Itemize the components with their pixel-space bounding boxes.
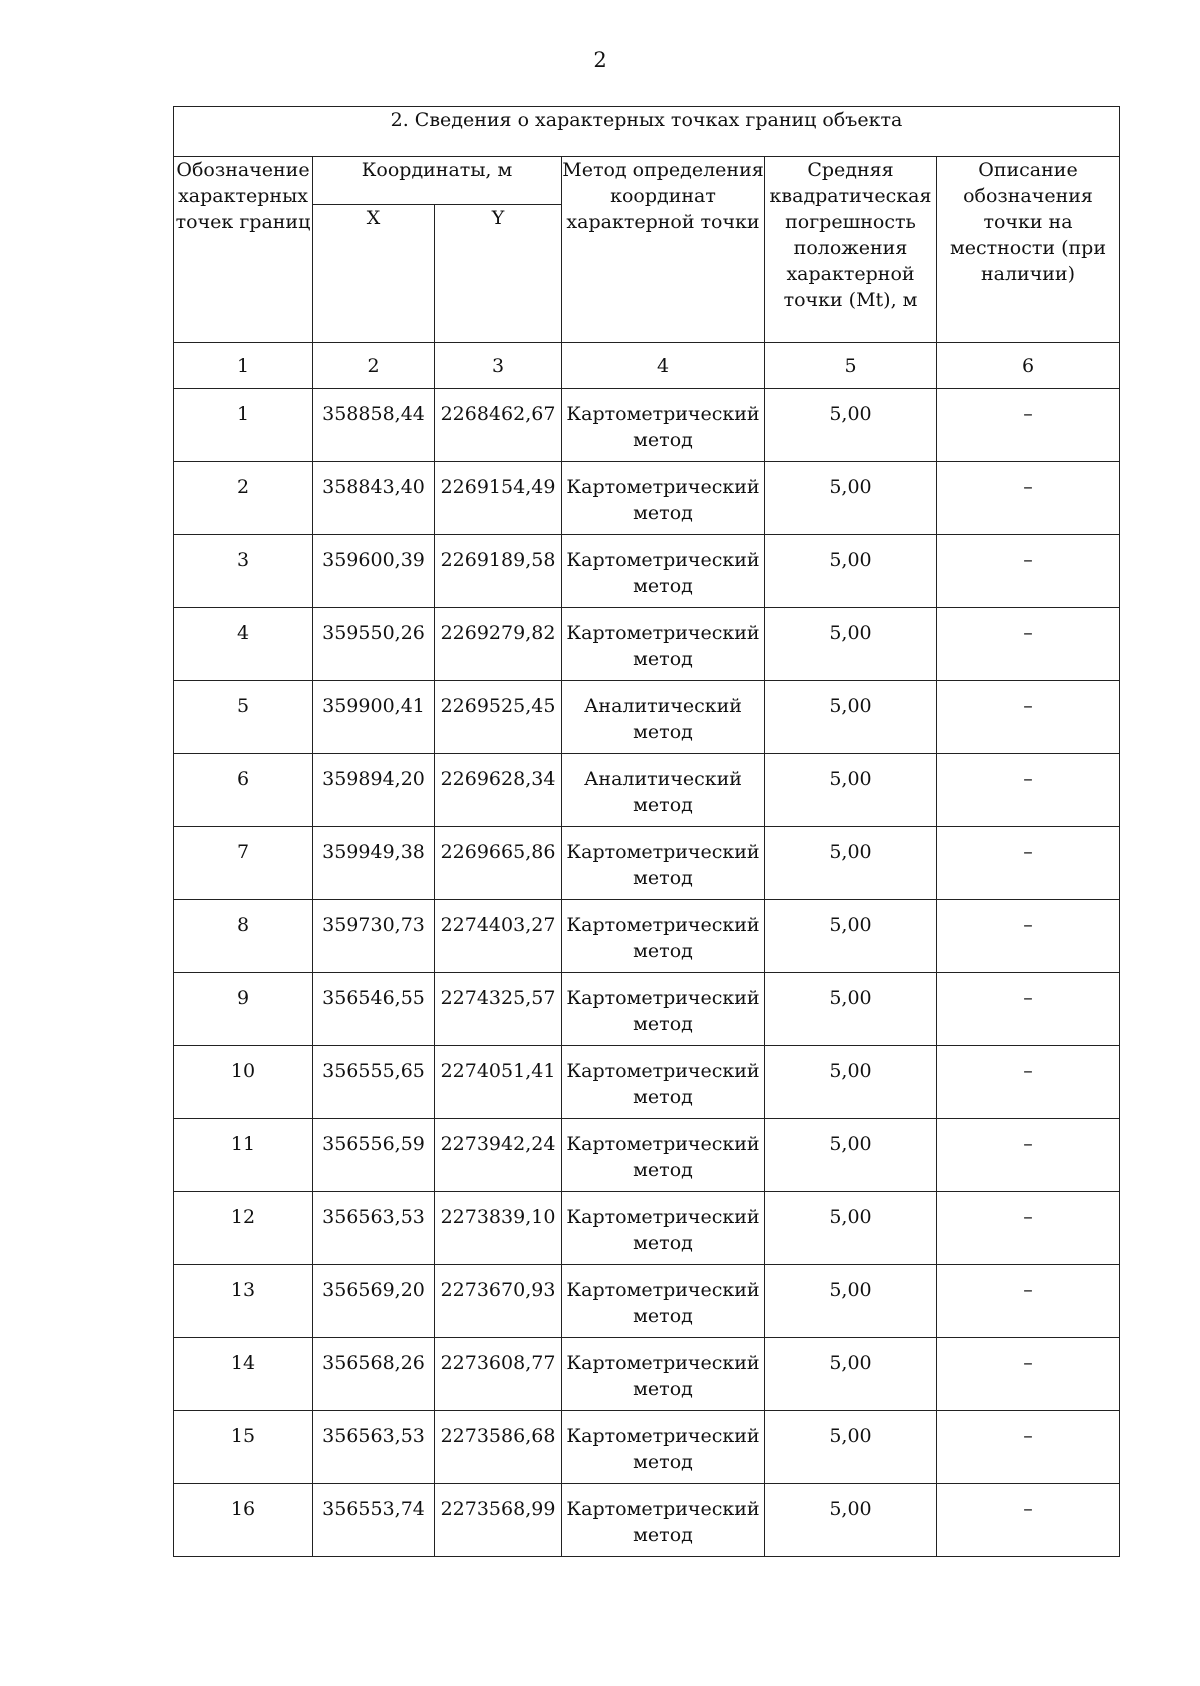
method-line-2: метод [633, 721, 693, 743]
method-cell [562, 1484, 765, 1557]
method-cell [562, 1119, 765, 1192]
mean-square-error: 5,00 [765, 900, 937, 973]
method-line-1: Картометрический [566, 1425, 760, 1447]
method-line-2: метод [633, 502, 693, 524]
method-cell [562, 535, 765, 608]
coordinate-x: 356569,20 [313, 1265, 435, 1338]
table-row [174, 462, 1120, 535]
coordinate-y: 2273670,93 [435, 1265, 562, 1338]
method-line-2: метод [633, 1159, 693, 1181]
method-line-2: метод [633, 648, 693, 670]
method-cell [562, 973, 765, 1046]
coordinate-x: 359730,73 [313, 900, 435, 973]
mean-square-error: 5,00 [765, 973, 937, 1046]
coordinate-x: 359894,20 [313, 754, 435, 827]
point-number: 10 [174, 1046, 313, 1119]
coordinate-x: 359600,39 [313, 535, 435, 608]
mean-square-error: 5,00 [765, 608, 937, 681]
point-number: 11 [174, 1119, 313, 1192]
coordinate-x: 359900,41 [313, 681, 435, 754]
coordinate-y: 2269279,82 [435, 608, 562, 681]
coordinate-x: 358843,40 [313, 462, 435, 535]
table-row [174, 608, 1120, 681]
point-number: 15 [174, 1411, 313, 1484]
point-description: – [937, 462, 1120, 535]
coordinate-y: 2269154,49 [435, 462, 562, 535]
point-description: – [937, 535, 1120, 608]
table-row [174, 1046, 1120, 1119]
section-title: 2. Сведения о характерных точках границ объекта [174, 107, 1120, 157]
table-row [174, 1484, 1120, 1557]
method-line-1: Картометрический [566, 1279, 760, 1301]
coordinate-y: 2273586,68 [435, 1411, 562, 1484]
header-description: Описание обозначения точки на местности (при наличии) [937, 157, 1120, 343]
method-line-2: метод [633, 794, 693, 816]
coordinate-x: 356546,55 [313, 973, 435, 1046]
coordinate-y: 2269628,34 [435, 754, 562, 827]
method-cell [562, 754, 765, 827]
method-line-2: метод [633, 1378, 693, 1400]
table-row [174, 1411, 1120, 1484]
method-line-1: Картометрический [566, 914, 760, 936]
table-row [174, 1192, 1120, 1265]
point-description: – [937, 681, 1120, 754]
point-number: 3 [174, 535, 313, 608]
point-number: 2 [174, 462, 313, 535]
method-line-1: Картометрический [566, 841, 760, 863]
coordinate-y: 2269189,58 [435, 535, 562, 608]
column-number: 6 [937, 343, 1120, 389]
table-row [174, 1338, 1120, 1411]
mean-square-error: 5,00 [765, 462, 937, 535]
point-description: – [937, 1192, 1120, 1265]
method-cell [562, 1411, 765, 1484]
mean-square-error: 5,00 [765, 754, 937, 827]
characteristic-points-table [173, 106, 1120, 1557]
mean-square-error: 5,00 [765, 681, 937, 754]
mean-square-error: 5,00 [765, 1119, 937, 1192]
coordinate-x: 356556,59 [313, 1119, 435, 1192]
method-line-2: метод [633, 1013, 693, 1035]
header-method: Метод определения координат характерной точки [562, 157, 765, 343]
point-description: – [937, 1119, 1120, 1192]
column-number: 1 [174, 343, 313, 389]
point-description: – [937, 608, 1120, 681]
point-description: – [937, 827, 1120, 900]
method-line-2: метод [633, 1232, 693, 1254]
coordinate-x: 359550,26 [313, 608, 435, 681]
method-line-1: Картометрический [566, 1060, 760, 1082]
coordinate-y: 2273608,77 [435, 1338, 562, 1411]
method-cell [562, 827, 765, 900]
mean-square-error: 5,00 [765, 535, 937, 608]
coordinate-y: 2273568,99 [435, 1484, 562, 1557]
method-line-2: метод [633, 1524, 693, 1546]
method-cell [562, 681, 765, 754]
coordinate-x: 359949,38 [313, 827, 435, 900]
point-description: – [937, 389, 1120, 462]
point-description: – [937, 754, 1120, 827]
table-row [174, 827, 1120, 900]
mean-square-error: 5,00 [765, 1484, 937, 1557]
method-cell [562, 1192, 765, 1265]
mean-square-error: 5,00 [765, 1192, 937, 1265]
column-number-row [174, 343, 1120, 389]
method-line-1: Картометрический [566, 1498, 760, 1520]
section-title-row [174, 107, 1120, 157]
point-number: 8 [174, 900, 313, 973]
point-description: – [937, 1265, 1120, 1338]
coordinate-y: 2269525,45 [435, 681, 562, 754]
coordinate-y: 2273942,24 [435, 1119, 562, 1192]
method-cell [562, 1338, 765, 1411]
mean-square-error: 5,00 [765, 1046, 937, 1119]
header-x: X [313, 205, 435, 343]
point-number: 1 [174, 389, 313, 462]
method-line-2: метод [633, 1086, 693, 1108]
method-line-2: метод [633, 575, 693, 597]
point-number: 16 [174, 1484, 313, 1557]
coordinate-y: 2268462,67 [435, 389, 562, 462]
header-row-1 [174, 157, 1120, 205]
table-row [174, 1265, 1120, 1338]
point-description: – [937, 1046, 1120, 1119]
method-line-2: метод [633, 429, 693, 451]
table-row [174, 973, 1120, 1046]
column-number: 5 [765, 343, 937, 389]
method-line-1: Картометрический [566, 549, 760, 571]
method-line-2: метод [633, 867, 693, 889]
point-number: 7 [174, 827, 313, 900]
point-description: – [937, 1484, 1120, 1557]
table-row [174, 389, 1120, 462]
column-number: 4 [562, 343, 765, 389]
method-line-1: Картометрический [566, 403, 760, 425]
method-line-2: метод [633, 940, 693, 962]
point-number: 13 [174, 1265, 313, 1338]
coordinate-x: 356568,26 [313, 1338, 435, 1411]
method-line-1: Картометрический [566, 622, 760, 644]
table-row [174, 754, 1120, 827]
method-line-2: метод [633, 1451, 693, 1473]
method-cell [562, 389, 765, 462]
method-line-1: Картометрический [566, 1133, 760, 1155]
point-number: 6 [174, 754, 313, 827]
mean-square-error: 5,00 [765, 1338, 937, 1411]
coordinate-y: 2269665,86 [435, 827, 562, 900]
point-number: 4 [174, 608, 313, 681]
table-row [174, 900, 1120, 973]
table-row [174, 681, 1120, 754]
method-cell [562, 1265, 765, 1338]
column-number: 3 [435, 343, 562, 389]
table-row [174, 1119, 1120, 1192]
header-designation: Обозначение характерных точек границ [174, 157, 313, 343]
mean-square-error: 5,00 [765, 389, 937, 462]
point-description: – [937, 1411, 1120, 1484]
coordinate-y: 2274051,41 [435, 1046, 562, 1119]
method-line-2: метод [633, 1305, 693, 1327]
method-line-1: Картометрический [566, 987, 760, 1009]
coordinate-x: 356563,53 [313, 1411, 435, 1484]
point-number: 14 [174, 1338, 313, 1411]
point-number: 5 [174, 681, 313, 754]
method-cell [562, 900, 765, 973]
mean-square-error: 5,00 [765, 1265, 937, 1338]
method-line-1: Аналитический [584, 695, 742, 717]
mean-square-error: 5,00 [765, 1411, 937, 1484]
method-cell [562, 462, 765, 535]
method-line-1: Картометрический [566, 1206, 760, 1228]
point-description: – [937, 1338, 1120, 1411]
point-number: 9 [174, 973, 313, 1046]
coordinate-x: 356553,74 [313, 1484, 435, 1557]
method-line-1: Картометрический [566, 476, 760, 498]
header-coordinates: Координаты, м [313, 157, 562, 205]
method-line-1: Картометрический [566, 1352, 760, 1374]
point-number: 12 [174, 1192, 313, 1265]
coordinate-x: 358858,44 [313, 389, 435, 462]
method-line-1: Аналитический [584, 768, 742, 790]
method-cell [562, 1046, 765, 1119]
method-cell [562, 608, 765, 681]
column-number: 2 [313, 343, 435, 389]
page-number: 2 [593, 48, 607, 72]
table-row [174, 535, 1120, 608]
point-description: – [937, 973, 1120, 1046]
header-error: Средняя квадратическая погрешность положения характерной точки (Mt), м [765, 157, 937, 343]
point-description: – [937, 900, 1120, 973]
mean-square-error: 5,00 [765, 827, 937, 900]
header-y: Y [435, 205, 562, 343]
coordinate-y: 2273839,10 [435, 1192, 562, 1265]
coordinate-x: 356555,65 [313, 1046, 435, 1119]
coordinate-y: 2274403,27 [435, 900, 562, 973]
coordinate-x: 356563,53 [313, 1192, 435, 1265]
coordinate-y: 2274325,57 [435, 973, 562, 1046]
